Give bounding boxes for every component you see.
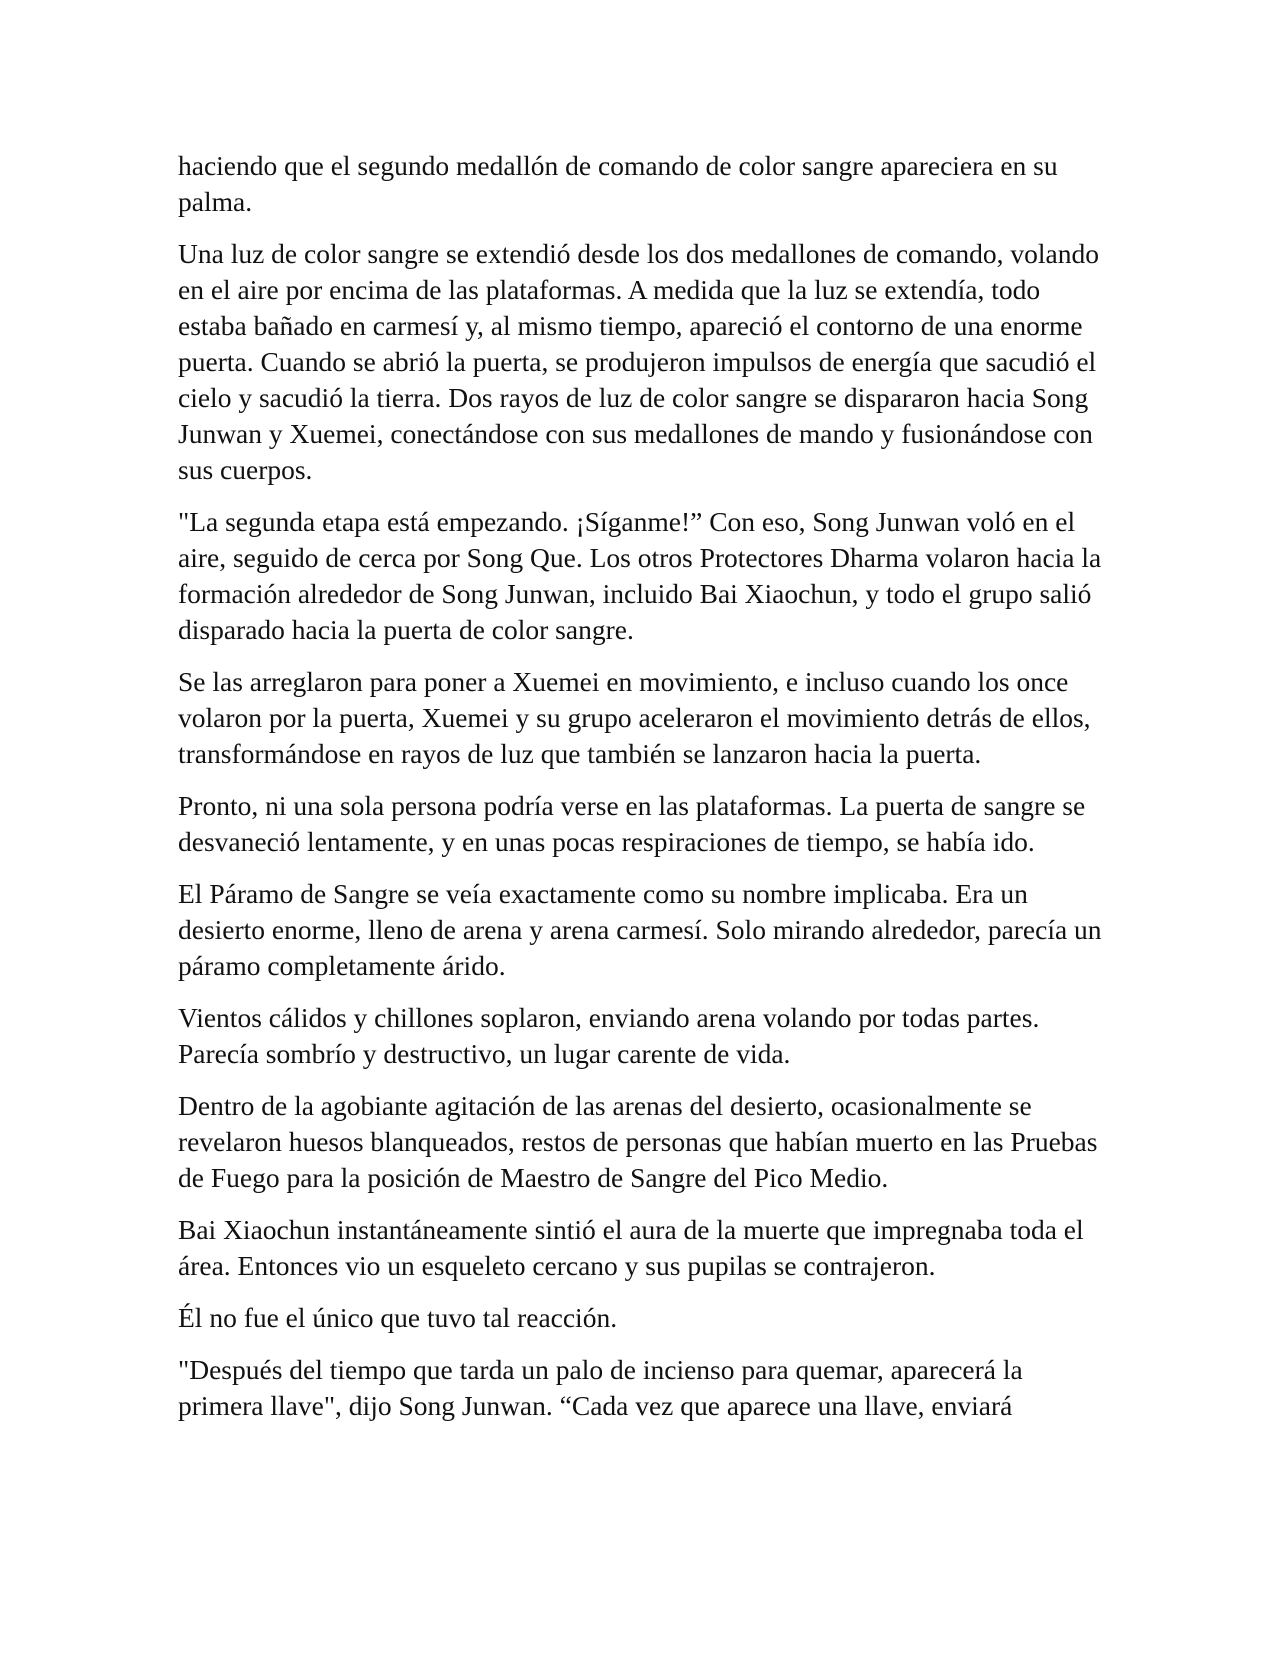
paragraph-8: Dentro de la agobiante agitación de las arenas del desierto, ocasionalmente se revelaron huesos blanqueados, restos de personas que habían muerto en las Pruebas de Fuego para la posición de Maestro de Sangre del Pico Medio. (178, 1090, 1098, 1193)
paragraph-5: Pronto, ni una sola persona podría verse en las plataformas. La puerta de sangre se desvaneció lentamente, y en unas pocas respiraciones de tiempo, se había ido. (178, 790, 1086, 857)
paragraph-6: El Páramo de Sangre se veía exactamente como su nombre implicaba. Era un desierto enorme, lleno de arena y arena carmesí. Solo mirando alrededor, parecía un páramo completamente árido. (178, 878, 1102, 981)
paragraph-10: Él no fue el único que tuvo tal reacción. (178, 1302, 618, 1333)
paragraph-7: Vientos cálidos y chillones soplaron, enviando arena volando por todas partes. Parecía sombrío y destructivo, un lugar carente de vida. (178, 1002, 1040, 1069)
paragraph-11: "Después del tiempo que tarda un palo de incienso para quemar, aparecerá la primera llave", dijo Song Junwan. “Cada vez que aparece una llave, enviará (178, 1354, 1023, 1421)
paragraph-9: Bai Xiaochun instantáneamente sintió el aura de la muerte que impregnaba toda el área. Entonces vio un esqueleto cercano y sus pupilas se contrajeron. (178, 1214, 1084, 1281)
paragraph-1: haciendo que el segundo medallón de comando de color sangre apareciera en su palma. (178, 150, 1058, 217)
paragraph-3: "La segunda etapa está empezando. ¡Síganme!” Con eso, Song Junwan voló en el aire, seguido de cerca por Song Que. Los otros Protectores Dharma volaron hacia la formación alrededor de Song Junwan, incluido Bai Xiaochun, y todo el grupo salió disparado hacia la puerta de color sangre. (178, 506, 1102, 645)
paragraph-2: Una luz de color sangre se extendió desde los dos medallones de comando, volando en el aire por encima de las plataformas. A medida que la luz se extendía, todo estaba bañado en carmesí y, al mismo tiempo, apareció el contorno de una enorme puerta. Cuando se abrió la puerta, se produjeron impulsos de energía que sacudió el cielo y sacudió la tierra. Dos rayos de luz de color sangre se dispararon hacia Song Junwan y Xuemei, conectándose con sus medallones de mando y fusionándose con sus cuerpos. (178, 238, 1099, 485)
paragraph-4: Se las arreglaron para poner a Xuemei en movimiento, e incluso cuando los once volaron por la puerta, Xuemei y su grupo aceleraron el movimiento detrás de ellos, transformándose en rayos de luz que también se lanzaron hacia la puerta. (178, 666, 1091, 769)
document-page (178, 148, 1108, 1440)
